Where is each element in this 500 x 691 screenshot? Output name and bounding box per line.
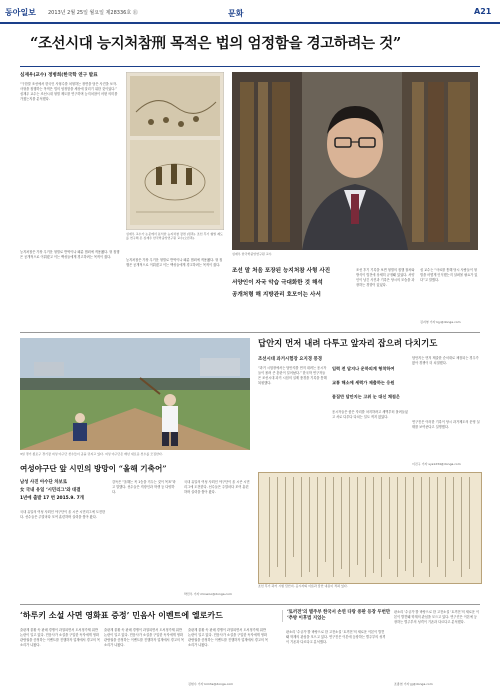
bottom-left-headline: ‘하루키 소설 사면 영화표 증정’ 민음사 이벤트에 엘로카드 <box>20 610 223 620</box>
bottom-right-headline: ‘토끼전’의 별주부 한국서 손연 다랑 중판 등장 두번만 ‘추방 이후법 지었는 <box>282 610 395 622</box>
painting-caption: 심재우 교수가 논문에서 분석한 능지처참 장면 (왼쪽). 조선 후기 형벌 제도를 연구해 온 심재우 한국학중앙연구원 교수(오른쪽). <box>126 232 223 240</box>
headline-rule <box>20 66 480 67</box>
sports-story-body-col-2: 감독은 “올해는 꼭 1승을 거두는 것이 목표”라고 말했다. 선수들은 직장인과 학생 등 다양하다. <box>112 480 176 494</box>
exam-story-reporter: 이진구 기자 sys1234@donga.com <box>412 462 461 466</box>
execution-painting <box>126 72 224 230</box>
top-pullquote-2: 서양인이 자국 악습 극대화한 것 해석 <box>232 280 323 286</box>
bottom-right-reporter: 조종엽 기자 jjj@donga.com <box>394 682 433 686</box>
scholar-portrait-photo <box>232 72 478 250</box>
top-story-body-col-4: 심 교수는 “사료를 통해 당시 사람들이 형벌을 어떻게 인식했는지 살펴볼 필요가 있다”고 말했다. <box>420 268 478 282</box>
bottom-left-reporter: 김현수 기자 kimhs@donga.com <box>188 682 234 686</box>
dateline: 2013년 2월 25일 월요일 제28336호 ⑪ <box>48 10 138 16</box>
section-divider <box>20 332 480 333</box>
top-pullquote-1: 조선 말 처음 포장된 능지처참 사형 사진 <box>232 268 331 274</box>
top-story-body-col-2: 능지처참은 가장 무거운 형벌로 반역이나 패륜 범죄에 적용됐다. 형 집행은 공개적으로 이뤄졌고 이는 백성들에게 경고하려는 목적이 컸다. <box>126 258 223 267</box>
top-pullquote-3: 공개처형 해 지방관리 호모이는 사서 <box>232 292 321 298</box>
exam-answer-scroll-image <box>258 472 482 584</box>
page-number: A21 <box>474 7 492 16</box>
exam-pullquote-2: 교통 해소에 세력가 제출하는 응원 <box>332 380 395 385</box>
newspaper-logo: 동아일보 <box>5 7 36 17</box>
exam-scroll-caption: 조선 후기 과거 시험 답안지. 응시자의 이름과 답안 내용이 적혀 있다. <box>258 584 348 588</box>
sports-subhead-3: 1년에 출발 17 번 2015.9. 7개 <box>20 496 84 501</box>
sports-subhead-1: 남성 사진 아수단 차보로 <box>20 480 68 485</box>
exam-pullquote-3: 몸집만 답안지는 고위 눈 대신 채점은 <box>332 394 400 399</box>
exam-story-headline: 답안지 먼저 내려 다투고 앞자리 잡으려 다치기도 <box>258 338 438 348</box>
top-story-body-col-1b: 능지처참은 가장 무거운 형벌로 반역이나 패륜 범죄에 적용됐다. 형 집행은 공개적으로 이뤄졌고 이는 백성들에게 경고하려는 목적이 컸다. <box>20 250 120 259</box>
bottom-left-body-col-1: 출판계 불황 속 판매 경쟁이 과열되면서 도서정가제 위반 논란이 일고 있다. 민음사가 소설을 구입한 독자에게 영화 관람권을 증정하는 이벤트를 진행하자 업계에서 경고의 목소리가 나왔다. <box>20 628 100 647</box>
section-label: 문화 <box>228 9 244 18</box>
sports-story-reporter: 박민우 기자 minwoo@donga.com <box>184 592 232 596</box>
top-story-reporter: 김지영 기자 kjy@donga.com <box>420 320 461 324</box>
top-story-body-col-3: 조선 후기 기록을 보면 형벌의 집행 절차와 방식이 법전에 상세히 규정돼 있었다. 서양인이 남긴 사진과 기록은 당시의 모습을 과장하는 경향이 있었다. <box>356 268 415 287</box>
portrait-caption: 심재우 한국학중앙연구원 교수 <box>232 252 272 256</box>
bottom-divider <box>20 604 480 605</box>
sports-story-body-col-1: 국내 유일의 여성 사회인 야구단이 올 시즌 시민리그에 도전한다. 선수들은 주말마다 모여 훈련하며 실력을 쌓아 왔다. <box>20 510 106 519</box>
bottom-left-body-col-3: 출판계 불황 속 판매 경쟁이 과열되면서 도서정가제 위반 논란이 일고 있다. 민음사가 소설을 구입한 독자에게 영화 관람권을 증정하는 이벤트를 진행하자 업계에서 경고의 목소리가 나왔다. <box>188 628 268 647</box>
top-story-byline: 심재우(교수) 정병희(한국학 연구 발표 <box>20 73 98 78</box>
exam-story-body-col-3: 답안지는 먼저 제출한 순서대로 채점되는 경우가 많아 경쟁이 더 치열했다. <box>412 356 479 365</box>
bottom-right-body-col-1: 판소리 ‘수궁가’를 바탕으로 한 고전소설 ‘토끼전’의 새로운 이본이 발견돼 학계의 관심을 모으고 있다. 연구진은 이본에 등장하는 별주부의 성격이 기존과 다르다고 분석했다. <box>286 630 386 644</box>
exam-story-body-col-1: “과거 시험장에서는 답안지를 먼저 내려는 응시자들이 몰려 큰 혼란이 일어났다.” 한국학 연구자들은 조선시대 과거 시험의 실제 풍경을 기록을 통해 복원했다. <box>258 366 327 385</box>
sports-story-body-col-3: 국내 유일의 여성 사회인 야구단이 올 시즌 시민리그에 도전한다. 선수들은 주말마다 모여 훈련하며 실력을 쌓아 왔다. <box>184 480 250 494</box>
exam-story-body-col-2: 응시자들은 좋은 자리를 차지하려고 새벽부터 몰려들었고 서로 다투다 다치는 일도 적지 않았다. <box>332 410 408 419</box>
exam-pullquote-1: 입력 전 답지나 운하의계 형착하여 <box>332 366 395 371</box>
baseball-photo <box>20 338 250 450</box>
sports-story-headline: 여성야구단 앞 시민의 방망이 “올해 기축어” <box>20 464 167 473</box>
baseball-photo-caption: 3일 경기 종로구 경기장 여성 야구단 선수들이 공을 던지고 있다. 여성 야구단은 매년 새로운 선수를 모집한다. <box>20 452 163 456</box>
exam-story-subhead: 조선시대 과거시험장 요지경 풍경 <box>258 357 322 362</box>
top-story-headline: “조선시대 능지처참刑 목적은 법의 엄정함을 경고하려는 것” <box>30 35 401 52</box>
top-story-body-col-1: “구한말 조선에서 한국인 사형수를 처형하는 장면을 담은 사진을 보자. 사형을 집행하는 목적은 법의 엄정함을 세상에 알리기 위한 것이었다.” 심재우 교수는 조선시대 형벌 제도를 연구하며 능지처참이 어떤 의미를 가졌는지를 분석했다. <box>20 82 118 101</box>
bottom-left-body-col-2: 출판계 불황 속 판매 경쟁이 과열되면서 도서정가제 위반 논란이 일고 있다. 민음사가 소설을 구입한 독자에게 영화 관람권을 증정하는 이벤트를 진행하자 업계에서 경고의 목소리가 나왔다. <box>104 628 184 647</box>
sports-subhead-2: 女 국내 유일 ‘시민리그’와 대결 <box>20 488 81 493</box>
exam-story-body-col-4: 연구진은 이러한 기록이 당시 과거제도의 운영 실태를 보여준다고 설명했다. <box>412 420 480 429</box>
bottom-right-body-col-2: 판소리 ‘수궁가’를 바탕으로 한 고전소설 ‘토끼전’의 새로운 이본이 발견돼 학계의 관심을 모으고 있다. 연구진은 이본에 등장하는 별주부의 성격이 기존과 다르다고 분석했다. <box>394 610 480 624</box>
